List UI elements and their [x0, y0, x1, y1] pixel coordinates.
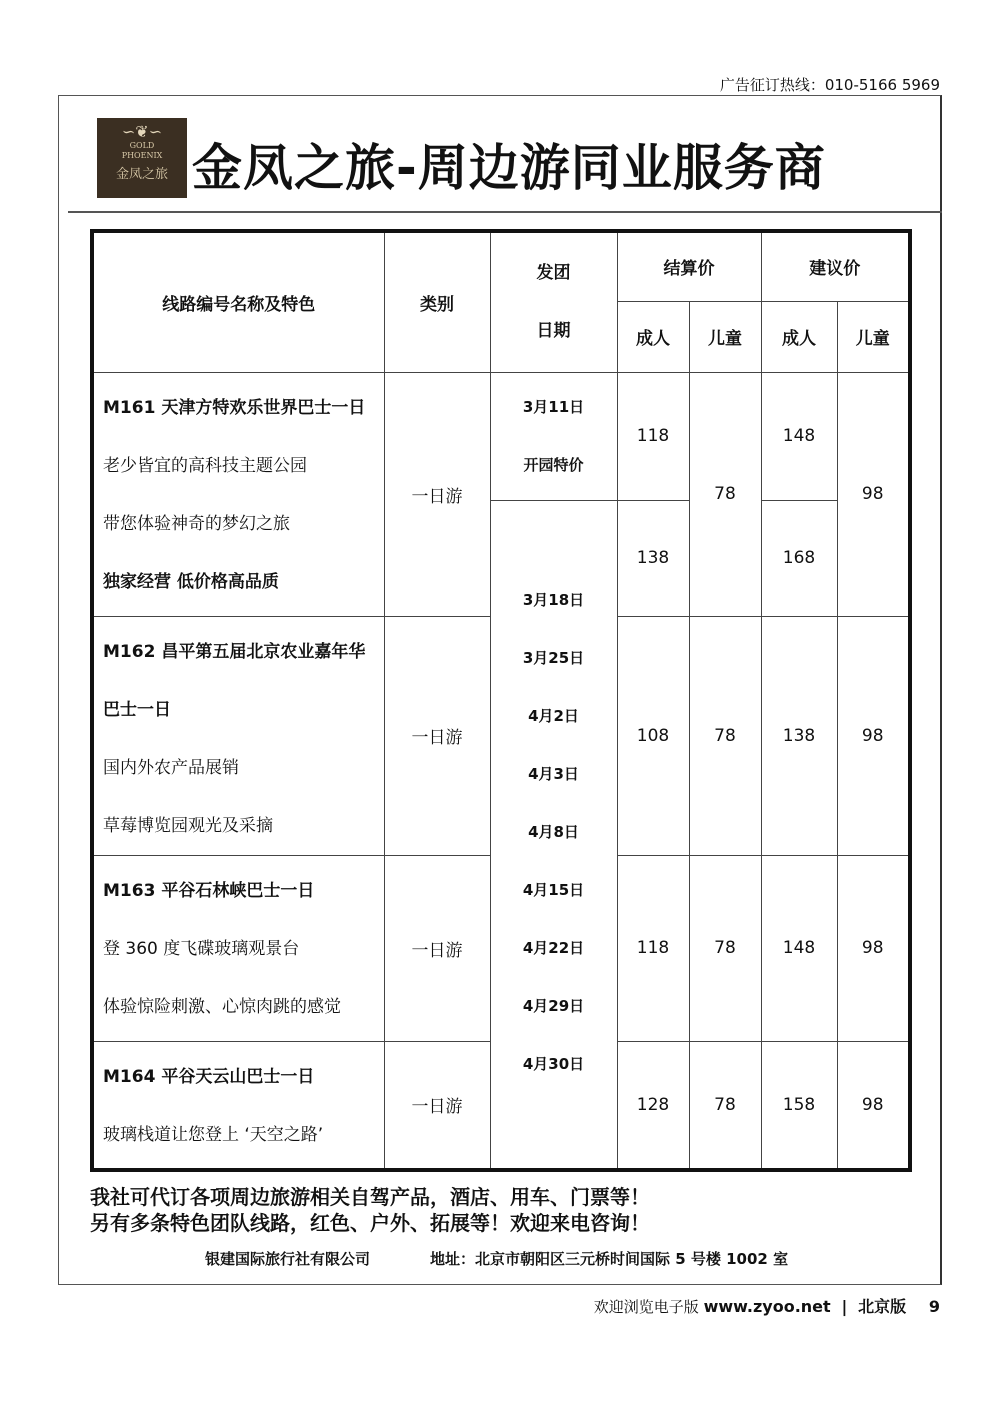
- settle-adult: 138: [617, 500, 689, 616]
- page-footer: [594, 1294, 940, 1317]
- ad-hotline: 广告征订热线：010-5166 5969: [719, 76, 940, 94]
- header-suggest-child: 儿童: [837, 301, 910, 372]
- date: 4月30日: [522, 1054, 585, 1073]
- header-suggest: 建议价: [761, 231, 910, 301]
- route-feature: 玻璃栈道让您登上 ‘天空之路’: [103, 1124, 324, 1145]
- shared-dates-cell: [490, 500, 617, 1170]
- date: 4月3日: [528, 764, 579, 783]
- footer-url[interactable]: www.zyoo.net: [703, 1297, 831, 1316]
- route-cell: [92, 1041, 384, 1170]
- route-feature: 带您体验神奇的梦幻之旅: [103, 513, 290, 534]
- route-cell: [92, 616, 384, 855]
- gold-phoenix-logo: [97, 118, 187, 198]
- date: 3月11日: [522, 398, 585, 416]
- category-cell: 一日游: [384, 616, 490, 855]
- logo-text: 金凤之旅: [115, 167, 168, 182]
- date: 3月18日: [522, 590, 585, 609]
- category-cell: 一日游: [384, 1041, 490, 1170]
- route-name: M163 平谷石林峡巴士一日: [103, 880, 315, 901]
- page-title: 金凤之旅-周边游同业服务商: [192, 139, 826, 197]
- route-feature: 国内外农产品展销: [103, 757, 239, 778]
- table-row: [92, 372, 910, 500]
- logo-text: PHOENIX: [121, 151, 163, 160]
- header-category: 类别: [384, 231, 490, 372]
- category-cell: 一日游: [384, 855, 490, 1041]
- logo-text: GOLD: [129, 141, 155, 150]
- route-name: 巴士一日: [103, 699, 171, 720]
- footer-text: 欢迎浏览电子版: [593, 1298, 699, 1316]
- phoenix-icon: ∽❦∽: [121, 122, 163, 141]
- route-price-table: [90, 229, 912, 1172]
- suggest-adult: 148: [761, 372, 837, 500]
- header-settle-child: 儿童: [689, 301, 761, 372]
- route-cell: [92, 855, 384, 1041]
- date: 4月8日: [528, 822, 579, 841]
- settle-child: 78: [689, 372, 761, 616]
- suggest-child: 98: [837, 616, 910, 855]
- page-number: 9: [928, 1297, 940, 1316]
- suggest-child: 98: [837, 372, 910, 616]
- settle-adult: 108: [617, 616, 689, 855]
- header-settle-adult: 成人: [617, 301, 689, 372]
- header-depart-date: [490, 231, 617, 372]
- settle-adult: 118: [617, 855, 689, 1041]
- route-feature: 老少皆宜的高科技主题公园: [103, 455, 307, 476]
- header-text: 日期: [536, 321, 571, 342]
- header-text: 发团: [536, 263, 571, 284]
- suggest-adult: 138: [761, 616, 837, 855]
- date: 3月25日: [522, 648, 585, 667]
- settle-child: 78: [689, 616, 761, 855]
- settle-child: 78: [689, 1041, 761, 1170]
- settle-adult: 128: [617, 1041, 689, 1170]
- category-cell: 一日游: [384, 372, 490, 616]
- date-note: 开园特价: [523, 456, 584, 474]
- date: 4月29日: [522, 996, 585, 1015]
- promo-line: 我社可代订各项周边旅游相关自驾产品，酒店、用车、门票等！: [90, 1185, 650, 1209]
- date-cell: [490, 372, 617, 500]
- suggest-adult: 148: [761, 855, 837, 1041]
- header-route: 线路编号名称及特色: [92, 231, 384, 372]
- header-suggest-adult: 成人: [761, 301, 837, 372]
- company-address: 地址：北京市朝阳区三元桥时间国际 5 号楼 1002 室: [430, 1250, 789, 1268]
- route-feature: 独家经营 低价格高品质: [103, 571, 279, 592]
- divider: [68, 211, 942, 213]
- suggest-child: 98: [837, 855, 910, 1041]
- footer-edition: 北京版: [858, 1297, 907, 1316]
- route-name: M162 昌平第五届北京农业嘉年华: [103, 641, 366, 662]
- suggest-child: 98: [837, 1041, 910, 1170]
- route-feature: 登 360 度飞碟玻璃观景台: [103, 938, 300, 959]
- date: 4月15日: [522, 880, 585, 899]
- route-feature: 草莓博览园观光及采摘: [103, 815, 273, 836]
- settle-adult: 118: [617, 372, 689, 500]
- header-settle: 结算价: [617, 231, 761, 301]
- promo-text: [90, 1184, 650, 1236]
- route-name: M161 天津方特欢乐世界巴士一日: [103, 397, 366, 418]
- suggest-adult: 158: [761, 1041, 837, 1170]
- settle-child: 78: [689, 855, 761, 1041]
- promo-line: 另有多条特色团队线路，红色、户外、拓展等！欢迎来电咨询！: [90, 1211, 650, 1235]
- date: 4月2日: [528, 706, 579, 725]
- suggest-adult: 168: [761, 500, 837, 616]
- route-feature: 体验惊险刺激、心惊肉跳的感觉: [103, 996, 341, 1017]
- footer-separator: |: [841, 1297, 848, 1316]
- company-name: 银建国际旅行社有限公司: [205, 1250, 371, 1268]
- route-cell: [92, 372, 384, 616]
- date: 4月22日: [522, 938, 585, 957]
- route-name: M164 平谷天云山巴士一日: [103, 1066, 315, 1087]
